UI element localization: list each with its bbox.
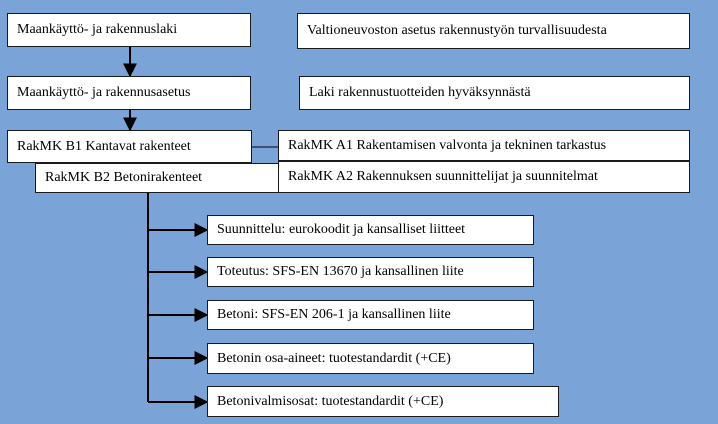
node-toteutus: Toteutus: SFS-EN 13670 ja kansallinen liite [207, 257, 534, 287]
node-osa-aineet: Betonin osa-aineet: tuotestandardit (+CE) [207, 343, 534, 374]
node-rakmk-a2: RakMK A2 Rakennuksen suunnittelijat ja suunnitelmat [278, 161, 690, 193]
node-betoni: Betoni: SFS-EN 206-1 ja kansallinen liite [207, 300, 534, 330]
node-rakmk-b2: RakMK B2 Betonirakenteet [35, 163, 281, 193]
node-maankaytto-rakennusasetus: Maankäyttö- ja rakennusasetus [7, 76, 251, 110]
node-maankaytto-rakennuslaki: Maankäyttö- ja rakennuslaki [7, 13, 251, 47]
node-valtioneuvoston-asetus: Valtioneuvoston asetus rakennustyön turvallisuudesta [297, 13, 690, 49]
node-valmisosat: Betonivalmisosat: tuotestandardit (+CE) [207, 386, 559, 417]
node-suunnittelu: Suunnittelu: eurokoodit ja kansalliset liitteet [207, 215, 534, 245]
node-rakmk-a1: RakMK A1 Rakentamisen valvonta ja tekninen tarkastus [278, 130, 690, 161]
node-laki-rakennustuotteet: Laki rakennustuotteiden hyväksynnästä [299, 76, 690, 110]
node-rakmk-b1: RakMK B1 Kantavat rakenteet [7, 130, 252, 163]
